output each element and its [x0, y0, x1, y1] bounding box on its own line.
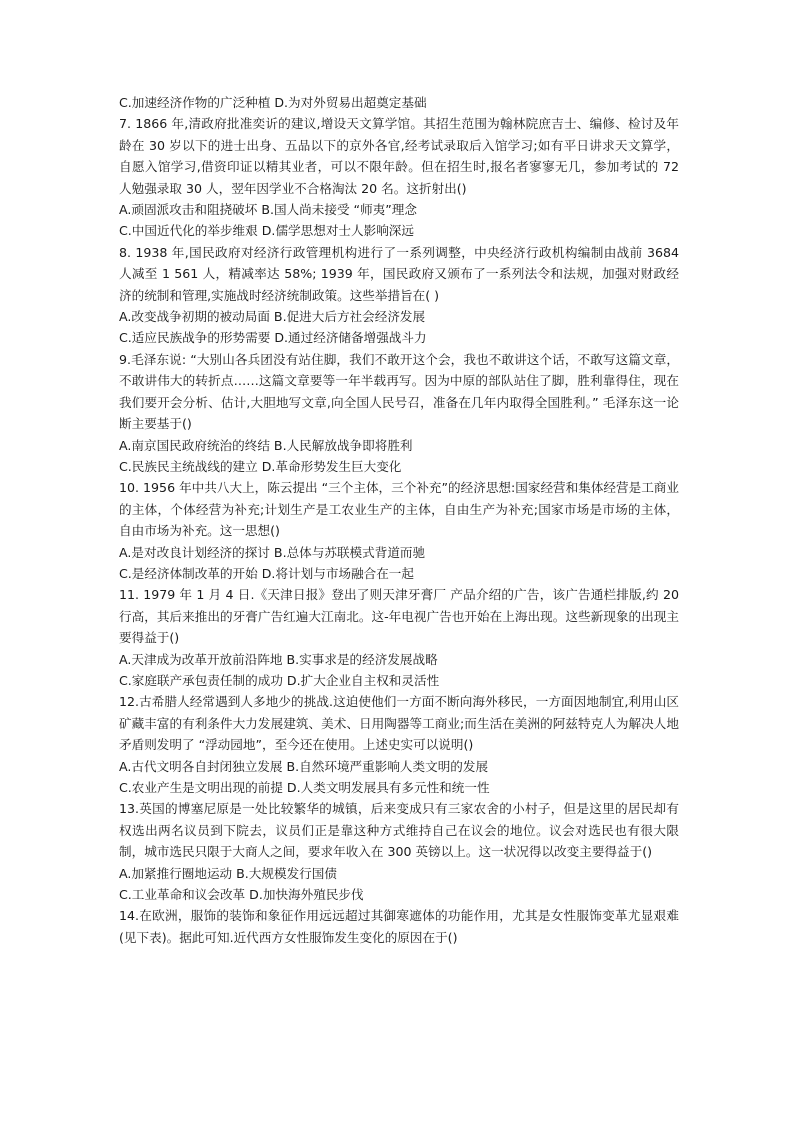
question-options-ab: A.顽固派攻击和阻挠破坏 B.国人尚未接受 “师夷”理念	[119, 202, 417, 218]
question-11	[119, 584, 679, 691]
question-options-ab: A.天津成为改革开放前沿阵地 B.实事求是的经济发展战略	[119, 651, 438, 667]
question-stem: 10. 1956 年中共八大上，陈云提出 “三个主体，三个补充”的经济思想:国家经营和集体经营是工商业的主体，个体经营为补充;计划生产是工农业生产的主体，自由生产为补充;国家市场是市场的主体，自由市场为补充。这一思想()	[119, 480, 679, 539]
question-13	[119, 798, 679, 905]
question-12	[119, 691, 679, 798]
question-options-cd: C.是经济体制改革的开始 D.将计划与市场融合在一起	[119, 565, 414, 581]
question-stem: 13.英国的博塞尼原是一处比较繁华的城镇，后来变成只有三家农舍的小村子，但是这里的居民却有权选出两名议员到下院去，议员们正是靠这种方式维持自己在议会的地位。议会对选民也有很大限制，城市选民只限于大商人之间，要求年收入在 300 英镑以上。这一状况得以改变主要得益于()	[119, 801, 679, 860]
question-stem: 11. 1979 年 1 月 4 日.《天津日报》登出了则天津牙膏厂 产品介绍的广告，该广告通栏排版,约 20 行高，其后来推出的牙膏广告红遍大江南北。这-年电视广告也开始在上海出现。这些新现象的出现主要得益于()	[119, 587, 679, 646]
q6-options-cd: C.加速经济作物的广泛种植 D.为对外贸易出超奠定基础	[119, 95, 427, 110]
question-stem: 9.毛泽东说: “大别山各兵团没有站住脚，我们不敢开这个会，我也不敢讲这个话，不敢写这篇文章，不敢讲伟大的转折点……这篇文章要等一年半载再写。因为中原的部队站住了脚，胜利靠得住，现在我们要开会分析、估计,大胆地写文章,向全国人民号召，准备在几年内取得全国胜利。” 毛泽东这一论断主要基于()	[119, 351, 679, 432]
question-9	[119, 349, 679, 477]
document-page	[119, 92, 679, 948]
question-options-cd: C.家庭联产承包责任制的成功 D.扩大企业自主权和灵活性	[119, 672, 440, 688]
question-10	[119, 477, 679, 584]
question-stem: 8. 1938 年,国民政府对经济行政管理机构进行了一系列调整，中央经济行政机构编制由战前 3684 人减至 1 561 人，精减率达 58%; 1939 年，国民政府又颁布了一系列法令和法规，加强对财政经济的统制和管理,实施战时经济统制政策。这些举措旨在( )	[119, 244, 679, 303]
question-14	[119, 905, 679, 948]
question-stem: 12.古希腊人经常遇到人多地少的挑战.这迫使他们一方面不断向海外移民，一方面因地制宜,利用山区矿藏丰富的有利条件大力发展建筑、美术、日用陶器等工商业;而生活在美洲的阿兹特克人为解决人地矛盾则发明了 “浮动园地”，至今还在使用。上述史实可以说明()	[119, 694, 679, 753]
question-8	[119, 242, 679, 349]
question-options-ab: A.改变战争初期的被动局面 B.促进大后方社会经济发展	[119, 309, 426, 325]
question-options-cd: C.民族民主统战线的建立 D.革命形势发生巨大变化	[119, 458, 402, 474]
question-7	[119, 113, 679, 241]
question-options-ab: A.加紧推行圈地运动 B.大规模发行国债	[119, 865, 337, 881]
question-stem: 14.在欧洲，服饰的装饰和象征作用远远超过其御寒遮体的功能作用，尤其是女性服饰变革尤显艰难(见下表)。据此可知.近代西方女性服饰发生变化的原因在于()	[119, 908, 679, 945]
question-stem: 7. 1866 年,清政府批准奕䜣的建议,增设天文算学馆。其招生范围为翰林院庶吉士、编修、检讨及年龄在 30 岁以下的进士出身、五品以下的京外各官,经考试录取后入馆学习;如有平日讲求天文算学，自愿入馆学习,借资印证以精其业者，可以不限年龄。但在招生时,报名者寥寥无几，参加考试的 72 人勉强录取 30 人，翌年因学业不合格淘汰 20 名。这折射出()	[119, 116, 679, 196]
question-options-ab: A.古代文明各自封闭独立发展 B.自然环境严重影响人类文明的发展	[119, 758, 489, 774]
question-options-ab: A.是对改良计划经济的探讨 B.总体与苏联模式背道而驰	[119, 544, 426, 560]
question-options-cd: C.适应民族战争的形势需要 D.通过经济储备增强战斗力	[119, 330, 427, 346]
question-options-ab: A.南京国民政府统治的终结 B.人民解放战争即将胜利	[119, 437, 413, 453]
question-options-cd: C.中国近代化的举步维艰 D.儒学思想对士人影响深远	[119, 223, 414, 239]
question-options-cd: C.农业产生是文明出现的前提 D.人类文明发展具有多元性和统一性	[119, 780, 490, 795]
question-options-cd: C.工业革命和议会改革 D.加快海外殖民步伐	[119, 887, 364, 903]
